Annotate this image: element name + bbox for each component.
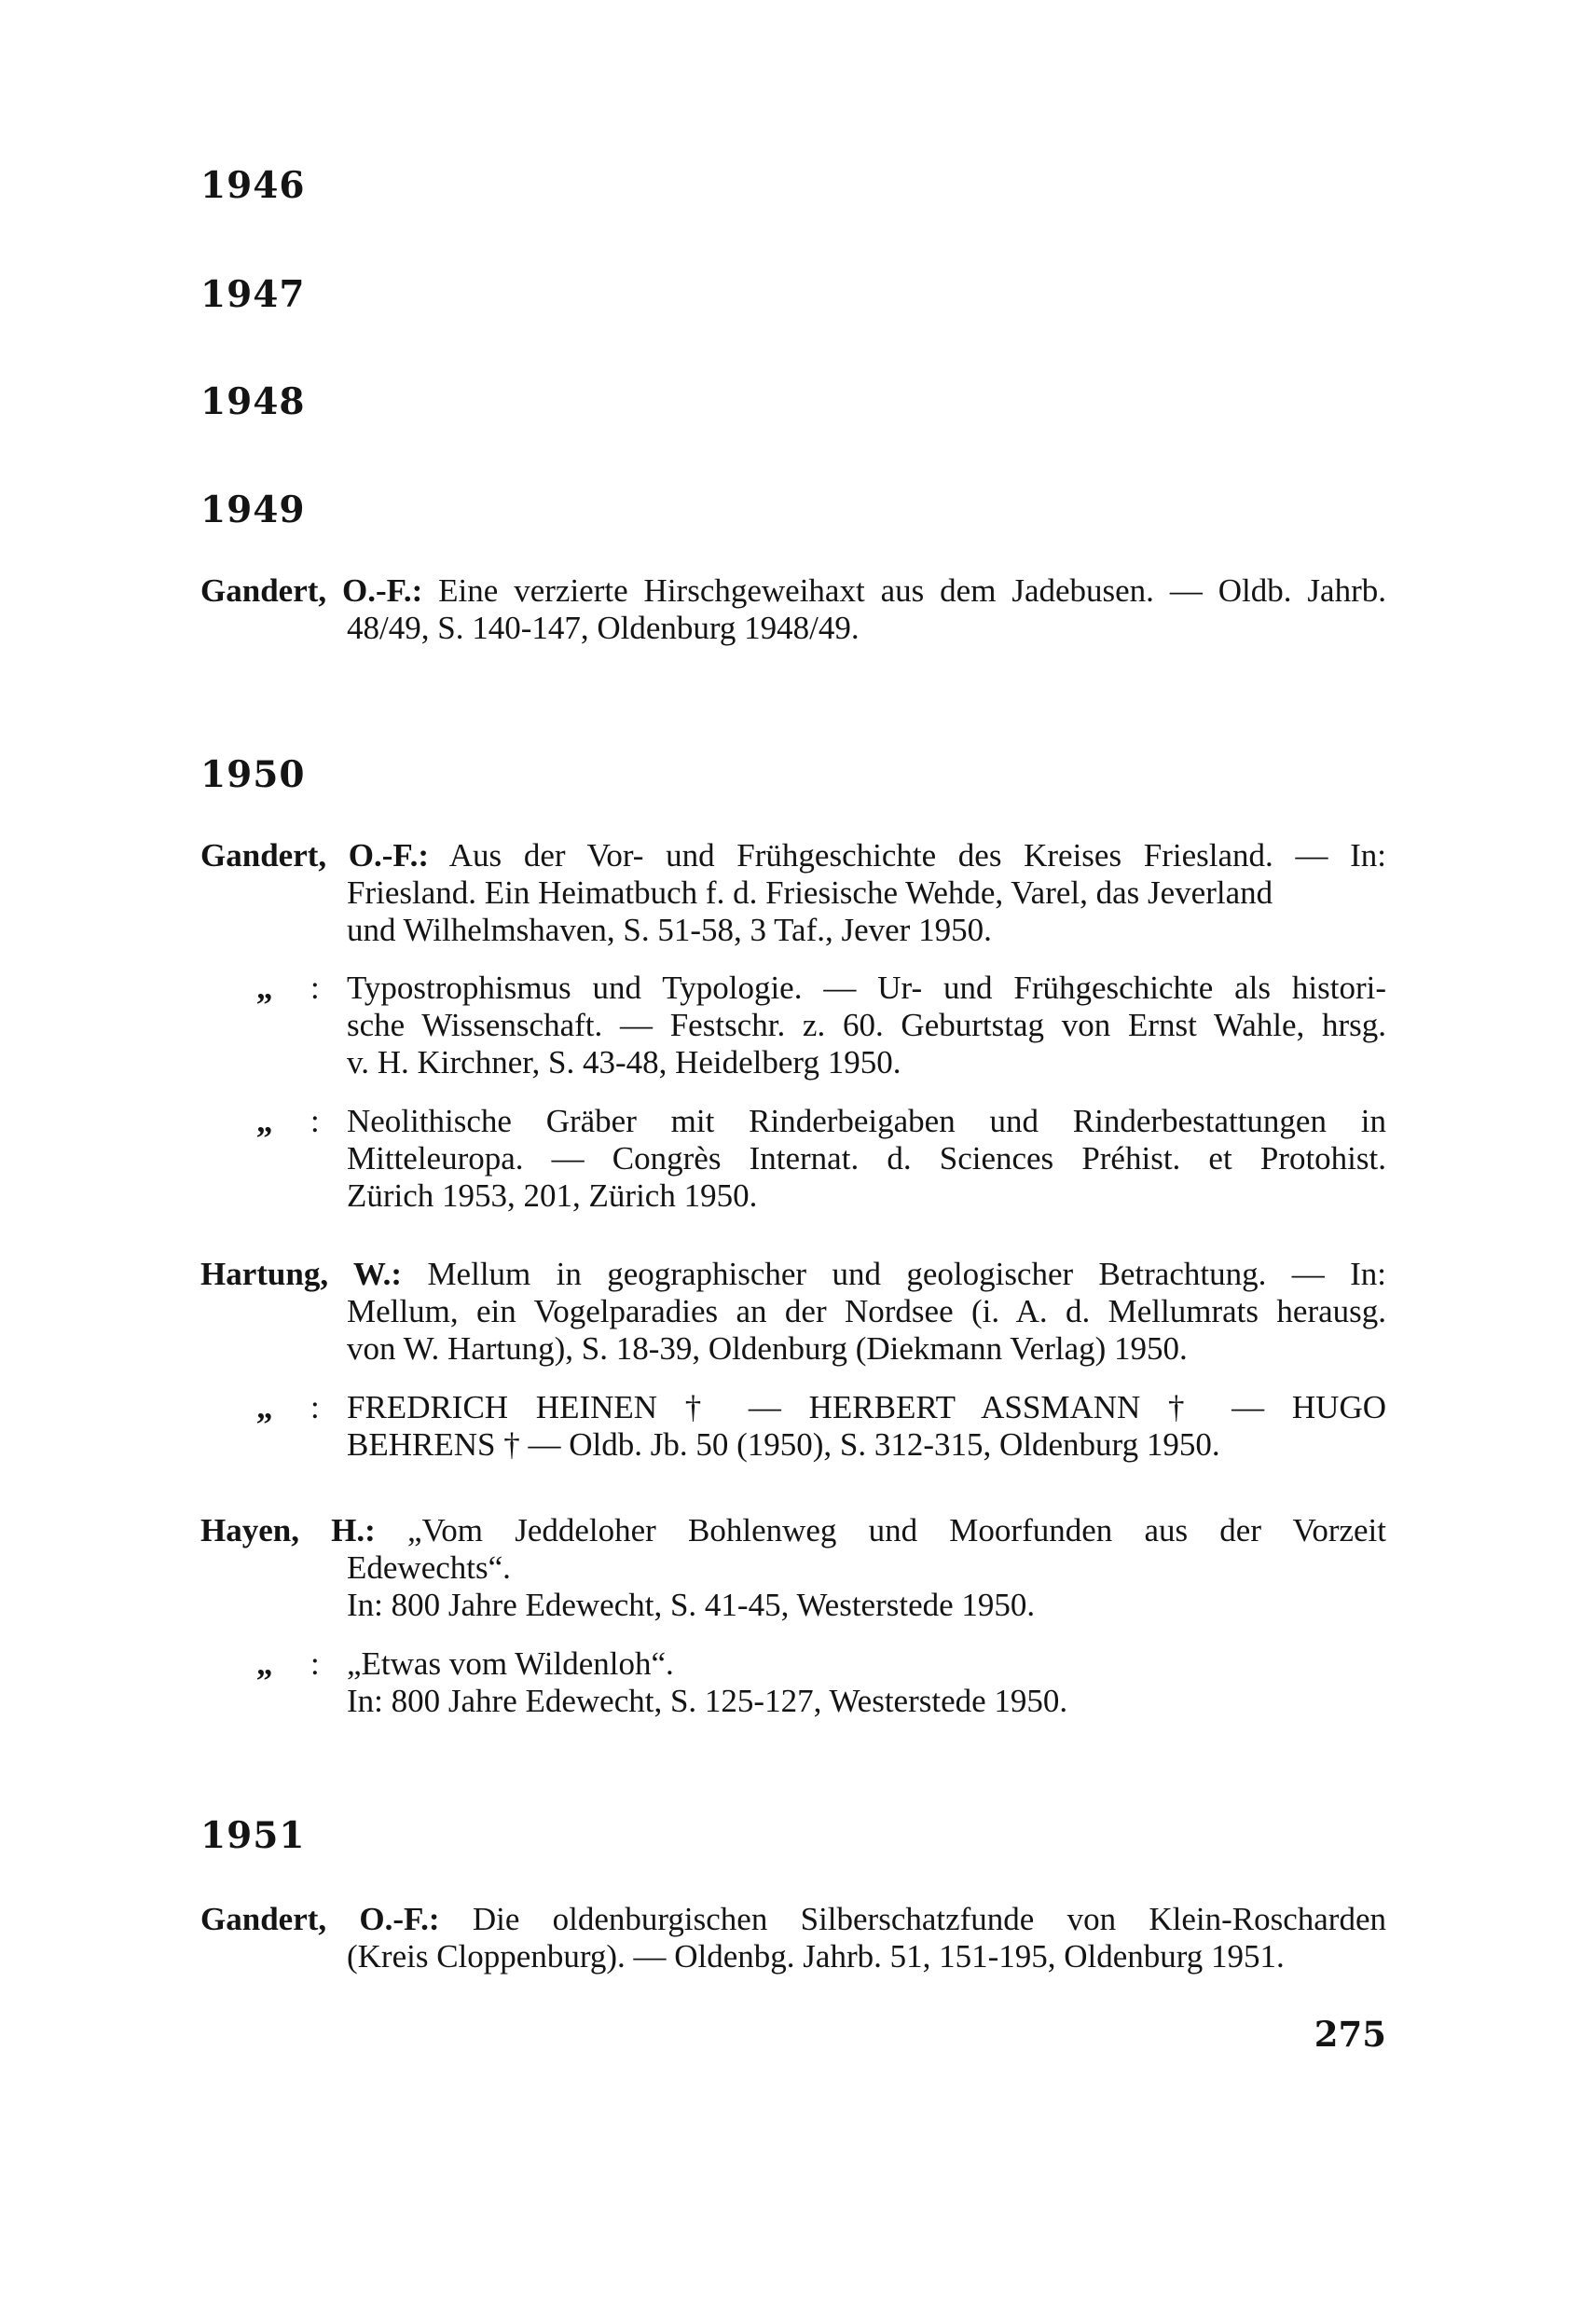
entry-text-line: „Vom Jeddeloher Bohlenweg und Moorfunden aus der Vorzeit (407, 1512, 1386, 1548)
entry-text-line: Typostrophismus und Typologie. — Ur- und Frühgeschichte als histori- (347, 970, 1386, 1006)
bibliography-entry (200, 1256, 1386, 1368)
entry-text-line: BEHRENS † — Oldb. Jb. 50 (1950), S. 312-315, Oldenburg 1950. (347, 1426, 1220, 1463)
entry-text-line: Neolithische Gräber mit Rinderbeigaben und Rinderbestattungen in (347, 1103, 1386, 1139)
entry-text-line: Edewechts“. (347, 1549, 511, 1586)
entry-author: Hayen, H.: (200, 1512, 376, 1548)
entry-colon: : (310, 1645, 320, 1682)
entry-author: Hartung, W.: (200, 1256, 403, 1292)
ditto-mark: „ (256, 1645, 273, 1682)
bibliography-entry (200, 572, 1386, 647)
entry-text-line: Mitteleuropa. — Congrès Internat. d. Sciences Préhist. et Protohist. (347, 1140, 1386, 1177)
entry-text-line: von W. Hartung), S. 18-39, Oldenburg (Diekmann Verlag) 1950. (347, 1330, 1188, 1367)
entry-text-line: Friesland. Ein Heimatbuch f. d. Friesische Wehde, Varel, das Jeverland (347, 874, 1273, 911)
bibliography-entry (200, 1103, 1386, 1215)
entry-author: Gandert, O.-F.: (200, 1901, 440, 1937)
entry-text-line: 48/49, S. 140-147, Oldenburg 1948/49. (347, 610, 860, 646)
ditto-mark: „ (256, 1103, 273, 1139)
entry-text-line: und Wilhelmshaven, S. 51-58, 3 Taf., Jever 1950. (347, 912, 992, 948)
bibliography-entry (200, 837, 1386, 949)
entry-text-line: Eine verzierte Hirschgeweihaxt aus dem Jadebusen. — Oldb. Jahrb. (438, 572, 1386, 609)
entry-colon: : (310, 1389, 320, 1425)
entry-text-line: Aus der Vor- und Frühgeschichte des Kreises Friesland. — In: (448, 837, 1386, 874)
bibliography-entry (200, 1901, 1386, 1975)
page-number: 275 (1314, 2014, 1386, 2055)
bibliography-entry (200, 1645, 1386, 1720)
year-heading-1948: 1948 (200, 380, 306, 423)
entry-text-line: v. H. Kirchner, S. 43-48, Heidelberg 1950. (347, 1044, 901, 1080)
entry-text-line: FREDRICH HEINEN † — HERBERT ASSMANN † — HUGO (347, 1389, 1386, 1425)
entry-text-line: (Kreis Cloppenburg). — Oldenbg. Jahrb. 51, 151-195, Oldenburg 1951. (347, 1938, 1285, 1975)
bibliography-entry (200, 970, 1386, 1081)
entry-text-line: In: 800 Jahre Edewecht, S. 41-45, Westerstede 1950. (347, 1587, 1036, 1623)
entry-colon: : (310, 1103, 320, 1139)
year-heading-1950: 1950 (200, 753, 306, 796)
year-heading-1949: 1949 (200, 489, 306, 531)
entry-text-line: Mellum, ein Vogelparadies an der Nordsee (i. A. d. Mellumrats herausg. (347, 1293, 1386, 1329)
entry-text-line: sche Wissenschaft. — Festschr. z. 60. Geburtstag von Ernst Wahle, hrsg. (347, 1007, 1386, 1043)
entry-text-line: „Etwas vom Wildenloh“. (347, 1645, 674, 1682)
year-heading-1947: 1947 (200, 273, 306, 316)
entry-text-line: In: 800 Jahre Edewecht, S. 125-127, Westerstede 1950. (347, 1683, 1068, 1719)
entry-text-line: Mellum in geographischer und geologischer Betrachtung. — In: (427, 1256, 1387, 1292)
year-heading-1951: 1951 (200, 1814, 306, 1857)
entry-text-line: Zürich 1953, 201, Zürich 1950. (347, 1177, 758, 1214)
entry-author: Gandert, O.-F.: (200, 837, 430, 874)
bibliography-entry (200, 1512, 1386, 1624)
year-heading-1946: 1946 (200, 164, 306, 207)
entry-text-line: Die oldenburgischen Silberschatzfunde von Klein-Roscharden (472, 1901, 1386, 1937)
entry-colon: : (310, 970, 320, 1006)
ditto-mark: „ (256, 1389, 273, 1425)
ditto-mark: „ (256, 970, 273, 1006)
entry-author: Gandert, O.-F.: (200, 572, 423, 609)
bibliography-entry (200, 1389, 1386, 1464)
